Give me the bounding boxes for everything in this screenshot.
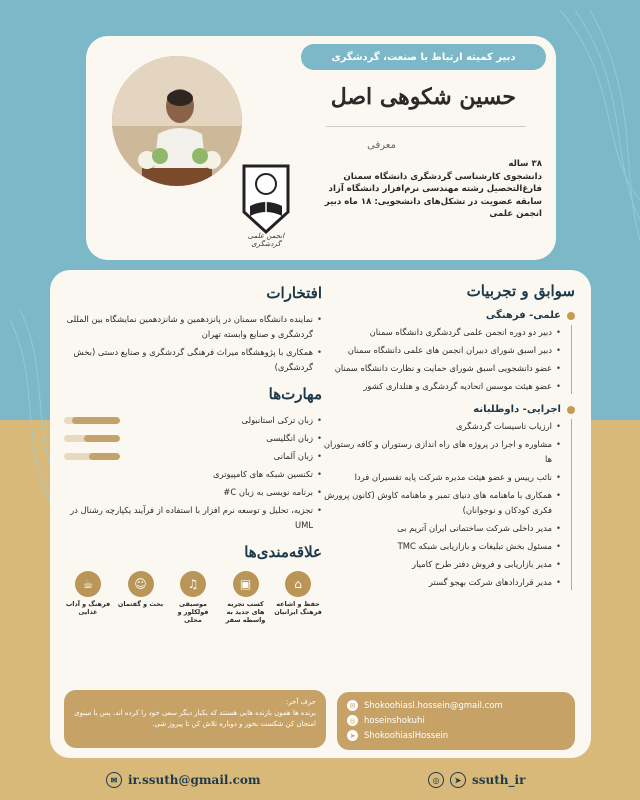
footer-social-text[interactable]: ssuth_ir	[472, 773, 526, 787]
skills-title: مهارت‌ها	[268, 385, 322, 403]
suitcase-icon: ▣	[233, 571, 259, 597]
skill-bar-fill	[84, 435, 120, 442]
interests-section	[64, 543, 322, 624]
list-item: • تکنسین شبکه های کامپیوتری	[64, 467, 322, 482]
instagram-icon: ◎	[428, 772, 444, 788]
telegram-icon: ➤	[450, 772, 466, 788]
contact-instagram[interactable]	[347, 713, 565, 728]
list-item: • مسئول بخش تبلیغات و بازاریابی شبکه TMC	[323, 539, 561, 554]
telegram-icon: ➤	[347, 730, 358, 741]
interest-item	[117, 571, 165, 624]
academic-label: علمی- فرهنگی	[485, 310, 561, 321]
list-item: • مدیر بازاریابی و فروش دفتر طرح کامیار	[323, 557, 561, 572]
executive-list	[323, 419, 561, 590]
list-item: • دبیر دو دوره انجمن علمی گردشگری دانشگاه سمنان	[323, 325, 561, 340]
list-item: • همکاری با ماهنامه های دنیای تمبر و ماهنامه کاوش (کانون پرورش فکری کودکان و نوجوانان)	[323, 488, 561, 518]
honors-title: افتخارات	[266, 284, 322, 302]
language-skill	[64, 449, 322, 464]
skill-label: • زبان ترکی استانبولی	[241, 415, 313, 425]
interest-label: حفظ و اشاعه فرهنگ ایرانیان	[274, 600, 322, 616]
logo-caption: انجمن علمی گردشگری	[247, 232, 285, 248]
profile-photo	[112, 56, 242, 186]
contact-instagram-text[interactable]: hoseinshokuhi	[364, 715, 425, 726]
honors-section	[64, 284, 322, 375]
museum-icon: ⌂	[285, 571, 311, 597]
honors-list	[64, 312, 322, 375]
list-item: • مدیر داخلی شرکت ساختمانی ایران آتریم بی	[323, 521, 561, 536]
executive-label: اجرایی- داوطلبانه	[473, 404, 561, 415]
list-item: • تجزیه، تحلیل و توسعه نرم افزار با استفاده از فرآیند یکپارچه رشنال در UML	[64, 503, 322, 533]
interest-label: موسیقی فولکلور و محلی	[177, 600, 209, 624]
interests-title: علاقه‌مندی‌ها	[244, 543, 322, 561]
email-icon: ✉	[106, 772, 122, 788]
footer-email-text[interactable]: ir.ssuth@gmail.com	[128, 773, 261, 787]
executive-list-wrap	[323, 419, 572, 590]
email-icon: ✉	[347, 700, 358, 711]
interest-label: فرهنگ و آداب غذایی	[65, 600, 111, 616]
quote-box	[64, 690, 326, 748]
contact-box	[337, 692, 575, 750]
skill-bar	[64, 453, 120, 460]
role-badge: دبیر کمیته ارتباط با صنعت، گردشگری	[301, 44, 546, 70]
interest-item	[274, 571, 322, 624]
intro-label: معرفی	[367, 140, 396, 151]
list-item: • مدیر قراردادهای شرکت بهجو گستر	[323, 575, 561, 590]
interest-item	[169, 571, 217, 624]
footer-email[interactable]	[106, 772, 261, 788]
list-item: • عضو دانشجویی اسبق شورای حمایت و نظارت دانشگاه سمنان	[323, 361, 561, 376]
footer	[0, 768, 640, 796]
academic-list	[323, 325, 561, 394]
list-item: • دبیر اسبق شورای دبیران انجمن های علمی دانشگاه سمنان	[323, 343, 561, 358]
experience-title: سوابق و تجربیات	[466, 282, 575, 300]
bullet-dot-icon	[567, 406, 575, 414]
contact-email[interactable]	[347, 698, 565, 713]
quote-text: برنده ها همون بازنده هایی هستند که یکبار دیگر سعی خود را کرده اند، پس با مینوی امتحان کن شکست بخور و دوباره تلاش کن تا پیروز شی.	[74, 709, 316, 728]
discussion-icon: ☺	[128, 571, 154, 597]
music-icon: ♫	[180, 571, 206, 597]
skill-bar-fill	[89, 453, 120, 460]
language-skill	[64, 413, 322, 428]
skill-label: • زبان آلمانی	[273, 451, 313, 461]
profile-card	[86, 36, 556, 260]
contact-email-text[interactable]: Shokoohiasl.hossein@gmail.com	[364, 700, 503, 711]
list-item: • عضو هیئت موسس اتحادیه گردشگری و هتلداری کشور	[323, 379, 561, 394]
food-icon: ☕	[75, 571, 101, 597]
skill-label: • زبان انگلیسی	[266, 433, 313, 443]
bio-line: سابقه عضویت در تشکل‌های دانشجویی: ۱۸ ماه دبیر انجمن علمی	[324, 196, 542, 219]
instagram-icon: ◎	[347, 715, 358, 726]
bullet-dot-icon	[567, 312, 575, 320]
bio-line: ۳۸ ساله	[508, 159, 542, 169]
bio-line: دانشجوی کارشناسی گردشگری دانشگاه سمنان	[343, 171, 542, 182]
list-item: • برنامه نویسی به زبان C#	[64, 485, 322, 500]
contact-telegram-text[interactable]: ShokoohiaslHossein	[364, 730, 449, 741]
interest-item	[222, 571, 270, 624]
skill-bar-fill	[72, 417, 120, 424]
interest-label: بحث و گفتمان	[117, 600, 164, 608]
list-item: • نائب رییس و عضو هیئت مدیره شرکت پایه تفسیران فردا	[323, 470, 561, 485]
list-item: • ارزیاب تاسیسات گردشگری	[323, 419, 561, 434]
skill-bar	[64, 417, 120, 424]
experience-section	[323, 282, 575, 593]
left-column	[64, 284, 322, 634]
executive-heading	[323, 404, 575, 415]
bio-list	[302, 158, 542, 221]
contact-telegram[interactable]	[347, 728, 565, 743]
list-item: • همکاری با پژوهشگاه میراث فرهنگی گردشگری و صنایع دستی (بخش گردشگری)	[64, 345, 322, 375]
divider	[326, 126, 526, 127]
interest-item	[64, 571, 112, 624]
resume-card	[50, 270, 591, 758]
language-skill	[64, 431, 322, 446]
academic-heading	[323, 310, 575, 321]
interests-row	[64, 571, 322, 624]
list-item: • نماینده دانشگاه سمنان در پانزدهمین و شانزدهمین نمایشگاه بین المللی گردشگری و صنایع وابسته تهران	[64, 312, 322, 342]
interest-label: کسب تجربه های جدید به واسطه سفر	[225, 600, 266, 624]
academic-list-wrap	[323, 325, 572, 394]
list-item: • مشاوره و اجرا در پروژه های راه اندازی رستوران و کافه رستوران ها	[323, 437, 561, 467]
skills-list	[64, 413, 322, 533]
bio-line: فارغ‌التحصیل رشته مهندسی نرم‌افزار دانشگاه آزاد	[328, 184, 542, 194]
person-name: حسین شکوهی اصل	[330, 84, 516, 110]
skills-section	[64, 385, 322, 533]
footer-social[interactable]	[428, 772, 525, 788]
skill-bar	[64, 435, 120, 442]
quote-title: حرف آخر:	[285, 698, 316, 706]
